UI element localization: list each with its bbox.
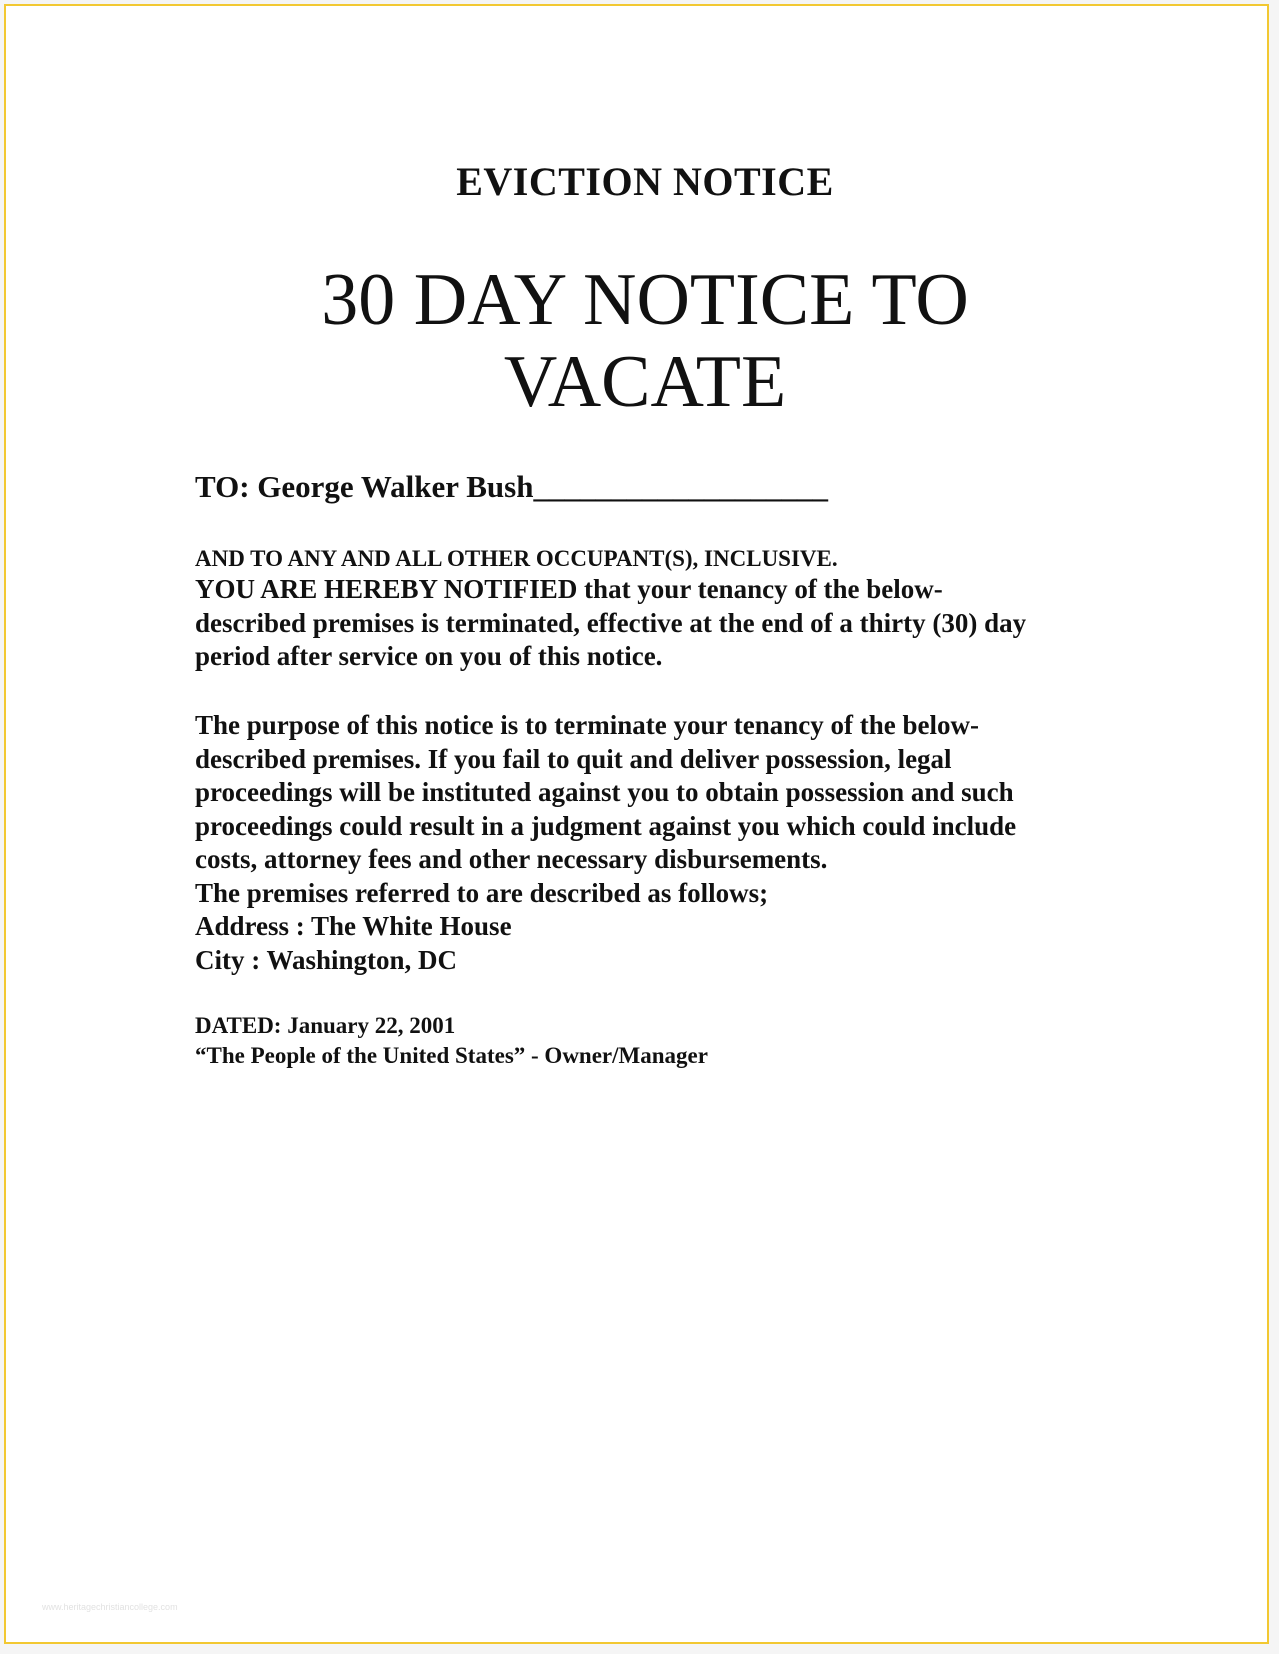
premises-intro-line: The premises referred to are described as follows; bbox=[195, 877, 769, 908]
paragraph-line: proceedings will be instituted against you to obtain possession and such bbox=[195, 777, 1014, 807]
dated-block bbox=[195, 1011, 708, 1071]
paragraph-line: described premises is terminated, effective at the end of a thirty (30) day bbox=[195, 607, 1027, 638]
paragraph-line: period after service on you of this notice. bbox=[195, 641, 663, 671]
occupants-line: AND TO ANY AND ALL OTHER OCCUPANT(S), INCLUSIVE. bbox=[195, 546, 838, 571]
address-line: Address : The White House bbox=[195, 911, 512, 941]
document-page bbox=[4, 4, 1269, 1644]
title-line-2: VACATE bbox=[503, 341, 787, 423]
recipient-line: TO: George Walker Bush___________________ bbox=[195, 469, 828, 504]
city-line: City : Washington, DC bbox=[195, 944, 458, 975]
eviction-notice-heading: EVICTION NOTICE bbox=[456, 159, 834, 204]
signature-line: “The People of the United States” - Owner/Manager bbox=[195, 1043, 708, 1068]
paragraph-line: costs, attorney fees and other necessary disbursements. bbox=[195, 844, 828, 874]
paragraph-line: described premises. If you fail to quit and deliver possession, legal bbox=[195, 743, 952, 774]
watermark-text: www.heritagechristiancollege.com bbox=[42, 1602, 178, 1612]
notification-paragraph bbox=[195, 573, 1125, 674]
title-line-1: 30 DAY NOTICE TO bbox=[321, 259, 969, 341]
paragraph-line: proceedings could result in a judgment against you which could include bbox=[195, 810, 1017, 841]
paragraph-line: YOU ARE HEREBY NOTIFIED that your tenancy of the below- bbox=[195, 574, 943, 604]
purpose-paragraph bbox=[195, 709, 1125, 977]
dated-line: DATED: January 22, 2001 bbox=[195, 1013, 456, 1038]
notice-to-vacate-title bbox=[195, 259, 1095, 423]
paragraph-line: The purpose of this notice is to terminate your tenancy of the below- bbox=[195, 710, 979, 740]
